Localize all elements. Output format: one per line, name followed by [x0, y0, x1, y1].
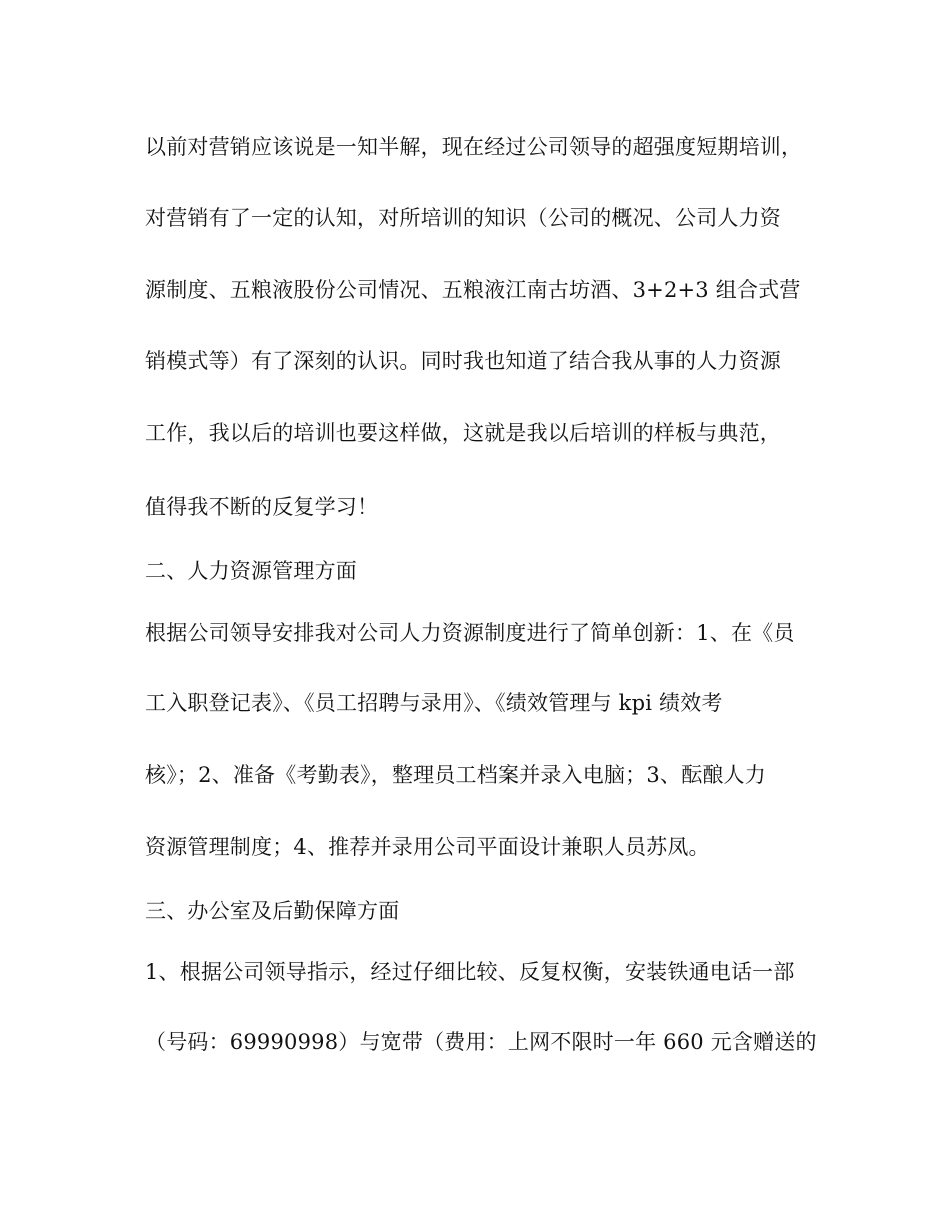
paragraph-line: 根据公司领导安排我对公司人力资源制度进行了简单创新：1、在《员	[145, 621, 795, 645]
paragraph-line: （号码：69990998）与宽带（费用：上网不限时一年 660 元含赠送的	[145, 1030, 817, 1054]
paragraph-line: 工作，我以后的培训也要这样做，这就是我以后培训的样板与典范，	[145, 421, 781, 445]
paragraph-line: 工入职登记表》、《员工招聘与录用》、《绩效管理与 kpi 绩效考	[145, 691, 723, 715]
paragraph-line: 核》；2、准备《考勤表》，整理员工档案并录入电脑；3、酝酿人力	[145, 763, 766, 787]
paragraph-line: 对营销有了一定的认知，对所培训的知识（公司的概况、公司人力资	[145, 206, 781, 230]
paragraph-line: 1、根据公司领导指示，经过仔细比较、反复权衡，安装铁通电话一部	[145, 960, 795, 984]
paragraph-line: 资源管理制度；4、推荐并录用公司平面设计兼职人员苏凤。	[145, 835, 710, 859]
paragraph-line: 销模式等）有了深刻的认识。同时我也知道了结合我从事的人力资源	[145, 349, 781, 373]
paragraph-line: 值得我不断的反复学习！	[145, 495, 379, 519]
paragraph-line: 以前对营销应该说是一知半解，现在经过公司领导的超强度短期培训，	[145, 135, 803, 159]
section-heading: 二、人力资源管理方面	[145, 559, 357, 583]
paragraph-line: 源制度、五粮液股份公司情况、五粮液江南古坊酒、3+2+3 组合式营	[145, 278, 801, 302]
section-heading: 三、办公室及后勤保障方面	[145, 899, 400, 923]
